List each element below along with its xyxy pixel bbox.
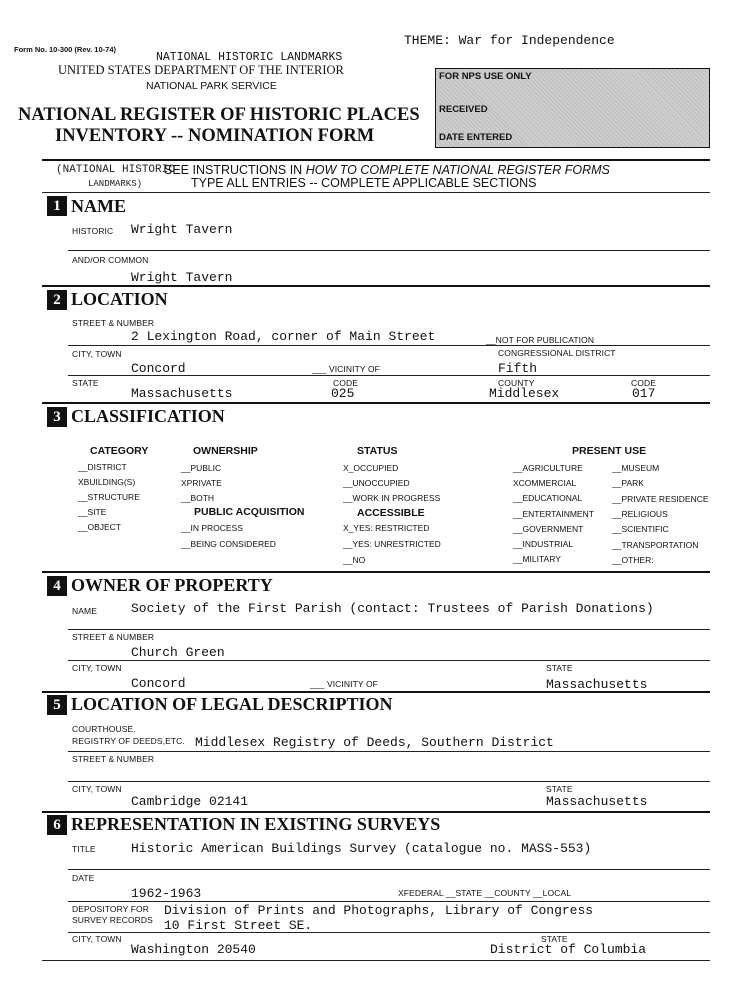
- survey-records-label: SURVEY RECORDS: [72, 915, 153, 925]
- depository-label: DEPOSITORY FOR: [72, 904, 149, 914]
- survey-title-label: TITLE: [72, 844, 96, 854]
- location-state: Massachusetts: [131, 386, 233, 401]
- legal-street-label: STREET & NUMBER: [72, 754, 155, 764]
- use-military: __MILITARY: [513, 554, 561, 564]
- acquisition-heading: PUBLIC ACQUISITION: [194, 506, 305, 518]
- category-object: __OBJECT: [78, 522, 121, 532]
- category-structure: __STRUCTURE: [78, 492, 140, 502]
- accessible-heading: ACCESSIBLE: [357, 507, 425, 519]
- section4-number: 4: [47, 576, 67, 596]
- street-label: STREET & NUMBER: [72, 318, 155, 328]
- agency-line: NATIONAL PARK SERVICE: [146, 80, 277, 92]
- use-park: __PARK: [612, 478, 644, 488]
- date-entered-label: DATE ENTERED: [439, 132, 513, 143]
- common-label: AND/OR COMMON: [72, 255, 149, 265]
- section1-top-rule: [42, 192, 710, 193]
- section6-top-rule: [42, 811, 710, 813]
- acquisition-being-considered: __BEING CONSIDERED: [181, 539, 276, 549]
- status-heading: STATUS: [357, 445, 398, 457]
- location-city: Concord: [131, 361, 186, 376]
- instructions-title: HOW TO COMPLETE NATIONAL REGISTER FORMS: [305, 163, 610, 177]
- category-site: __SITE: [78, 507, 107, 517]
- use-other: __OTHER:: [612, 555, 654, 565]
- section3-number: 3: [47, 407, 67, 427]
- owner-city: Concord: [131, 676, 186, 691]
- use-government: __GOVERNMENT: [513, 524, 584, 534]
- status-work-in-progress: __WORK IN PROGRESS: [343, 493, 441, 503]
- section2-top-rule: [42, 285, 710, 287]
- survey-levels: XFEDERAL __STATE __COUNTY __LOCAL: [398, 888, 572, 898]
- historic-label: HISTORIC: [72, 226, 114, 236]
- survey-date-rule: [68, 901, 710, 902]
- use-industrial: __INDUSTRIAL: [513, 539, 573, 549]
- nps-use-only-box: [435, 68, 710, 148]
- depository-city: Washington 20540: [131, 942, 256, 957]
- ownership-heading: OWNERSHIP: [193, 445, 258, 457]
- ownership-private: XPRIVATE: [181, 478, 222, 488]
- owner-state: Massachusetts: [546, 677, 648, 692]
- location-street-rule: [68, 345, 710, 346]
- survey-date-label: DATE: [72, 873, 95, 883]
- use-religious: __RELIGIOUS: [612, 509, 668, 519]
- section6-number: 6: [47, 815, 67, 835]
- use-entertainment: __ENTERTAINMENT: [513, 509, 594, 519]
- state-code-label: CODE: [333, 378, 358, 388]
- form-title-line1: NATIONAL REGISTER OF HISTORIC PLACES: [18, 105, 420, 125]
- section6-title: REPRESENTATION IN EXISTING SURVEYS: [71, 814, 441, 834]
- registry-label: REGISTRY OF DEEDS,ETC.: [72, 736, 185, 746]
- section5-top-rule: [42, 691, 710, 693]
- registry-rule: [68, 751, 710, 752]
- survey-title: Historic American Buildings Survey (catalogue no. MASS-553): [131, 841, 592, 856]
- accessible-unrestricted: __YES: UNRESTRICTED: [343, 539, 441, 549]
- instructions-line2: TYPE ALL ENTRIES -- COMPLETE APPLICABLE SECTIONS: [191, 176, 537, 190]
- typed-landmarks-line: NATIONAL HISTORIC LANDMARKS: [156, 51, 343, 64]
- section1-title: NAME: [71, 196, 126, 216]
- section3-title: CLASSIFICATION: [71, 406, 225, 426]
- use-private-residence: __PRIVATE RESIDENCE: [612, 494, 709, 504]
- accessible-restricted: X_YES: RESTRICTED: [343, 523, 430, 533]
- form-number: Form No. 10-300 (Rev. 10-74): [14, 45, 116, 54]
- city-label: CITY, TOWN: [72, 349, 122, 359]
- county-code-label: CODE: [631, 378, 656, 388]
- registry-of-deeds: Middlesex Registry of Deeds, Southern District: [195, 735, 554, 750]
- legal-state-label: STATE: [546, 784, 573, 794]
- state-code: 025: [331, 386, 355, 401]
- depository-line2: 10 First Street SE.: [164, 918, 313, 933]
- legal-street-rule: [68, 781, 710, 782]
- category-heading: CATEGORY: [90, 445, 149, 457]
- legal-state: Massachusetts: [546, 794, 648, 809]
- form-title-line2: INVENTORY -- NOMINATION FORM: [55, 126, 375, 146]
- status-unoccupied: __UNOCCUPIED: [343, 478, 410, 488]
- department-line: UNITED STATES DEPARTMENT OF THE INTERIOR: [58, 63, 344, 77]
- section1-number: 1: [47, 196, 67, 216]
- present-use-heading: PRESENT USE: [572, 445, 647, 457]
- section5-title: LOCATION OF LEGAL DESCRIPTION: [71, 694, 393, 714]
- not-for-publication: __NOT FOR PUBLICATION: [486, 335, 595, 345]
- historic-rule: [68, 250, 710, 251]
- use-agriculture: __AGRICULTURE: [513, 463, 583, 473]
- county-code: 017: [632, 386, 656, 401]
- depository-state: District of Columbia: [490, 942, 647, 957]
- landmark-stamp-line1: (NATIONAL HISTORIC: [56, 164, 175, 176]
- owner-name-label: NAME: [72, 606, 97, 616]
- owner-street-rule: [68, 660, 710, 661]
- nps-use-only-label: FOR NPS USE ONLY: [439, 71, 532, 82]
- use-educational: __EDUCATIONAL: [513, 493, 583, 503]
- owner-street: Church Green: [131, 645, 225, 660]
- historic-name: Wright Tavern: [131, 222, 233, 237]
- county: Middlesex: [489, 386, 560, 401]
- use-commercial: XCOMMERCIAL: [513, 478, 577, 488]
- courthouse-label: COURTHOUSE.: [72, 724, 136, 734]
- category-district: __DISTRICT: [78, 462, 127, 472]
- survey-date: 1962-1963: [131, 886, 202, 901]
- section2-title: LOCATION: [71, 289, 168, 309]
- owner-street-label: STREET & NUMBER: [72, 632, 155, 642]
- section4-title: OWNER OF PROPERTY: [71, 575, 273, 595]
- congressional-district: Fifth: [498, 361, 538, 376]
- vicinity-label: ___ VICINITY OF: [312, 364, 380, 374]
- location-street: 2 Lexington Road, corner of Main Street: [131, 329, 436, 344]
- depository-city-label: CITY, TOWN: [72, 934, 122, 944]
- owner-state-label: STATE: [546, 663, 573, 673]
- status-occupied: X_OCCUPIED: [343, 463, 399, 473]
- district-label: CONGRESSIONAL DISTRICT: [498, 348, 616, 358]
- section3-top-rule: [42, 402, 710, 404]
- acquisition-in-process: __IN PROCESS: [181, 523, 243, 533]
- header-divider: [42, 159, 710, 161]
- instructions-line1: [164, 163, 610, 177]
- use-scientific: __SCIENTIFIC: [612, 524, 669, 534]
- common-name: Wright Tavern: [131, 270, 233, 285]
- owner-name: Society of the First Parish (contact: Trustees of Parish Donations): [131, 601, 654, 616]
- ownership-both: __BOTH: [181, 493, 215, 503]
- landmark-stamp-line2: LANDMARKS): [88, 179, 143, 189]
- accessible-no: __NO: [343, 555, 366, 565]
- use-museum: __MUSEUM: [612, 463, 660, 473]
- use-transportation: __TRANSPORTATION: [612, 540, 699, 550]
- theme-line: THEME: War for Independence: [404, 33, 615, 48]
- owner-name-rule: [68, 629, 710, 630]
- instructions-prefix: SEE INSTRUCTIONS IN: [164, 163, 306, 177]
- section4-top-rule: [42, 571, 710, 573]
- section5-number: 5: [47, 695, 67, 715]
- owner-city-label: CITY, TOWN: [72, 663, 122, 673]
- legal-city: Cambridge 02141: [131, 794, 249, 809]
- received-label: RECEIVED: [439, 104, 488, 115]
- county-label: COUNTY: [498, 378, 535, 388]
- state-label: STATE: [72, 378, 99, 388]
- depository-rule: [68, 932, 710, 933]
- location-city-rule: [68, 375, 710, 376]
- survey-title-rule: [68, 869, 710, 870]
- ownership-public: __PUBLIC: [181, 463, 222, 473]
- legal-city-label: CITY, TOWN: [72, 784, 122, 794]
- section2-number: 2: [47, 290, 67, 310]
- bottom-rule: [42, 960, 710, 961]
- category-buildings: XBUILDING(S): [78, 477, 136, 487]
- depository-state-label: STATE: [541, 934, 568, 944]
- owner-vicinity-label: ___ VICINITY OF: [310, 679, 378, 689]
- depository-line1: Division of Prints and Photographs, Library of Congress: [164, 903, 594, 918]
